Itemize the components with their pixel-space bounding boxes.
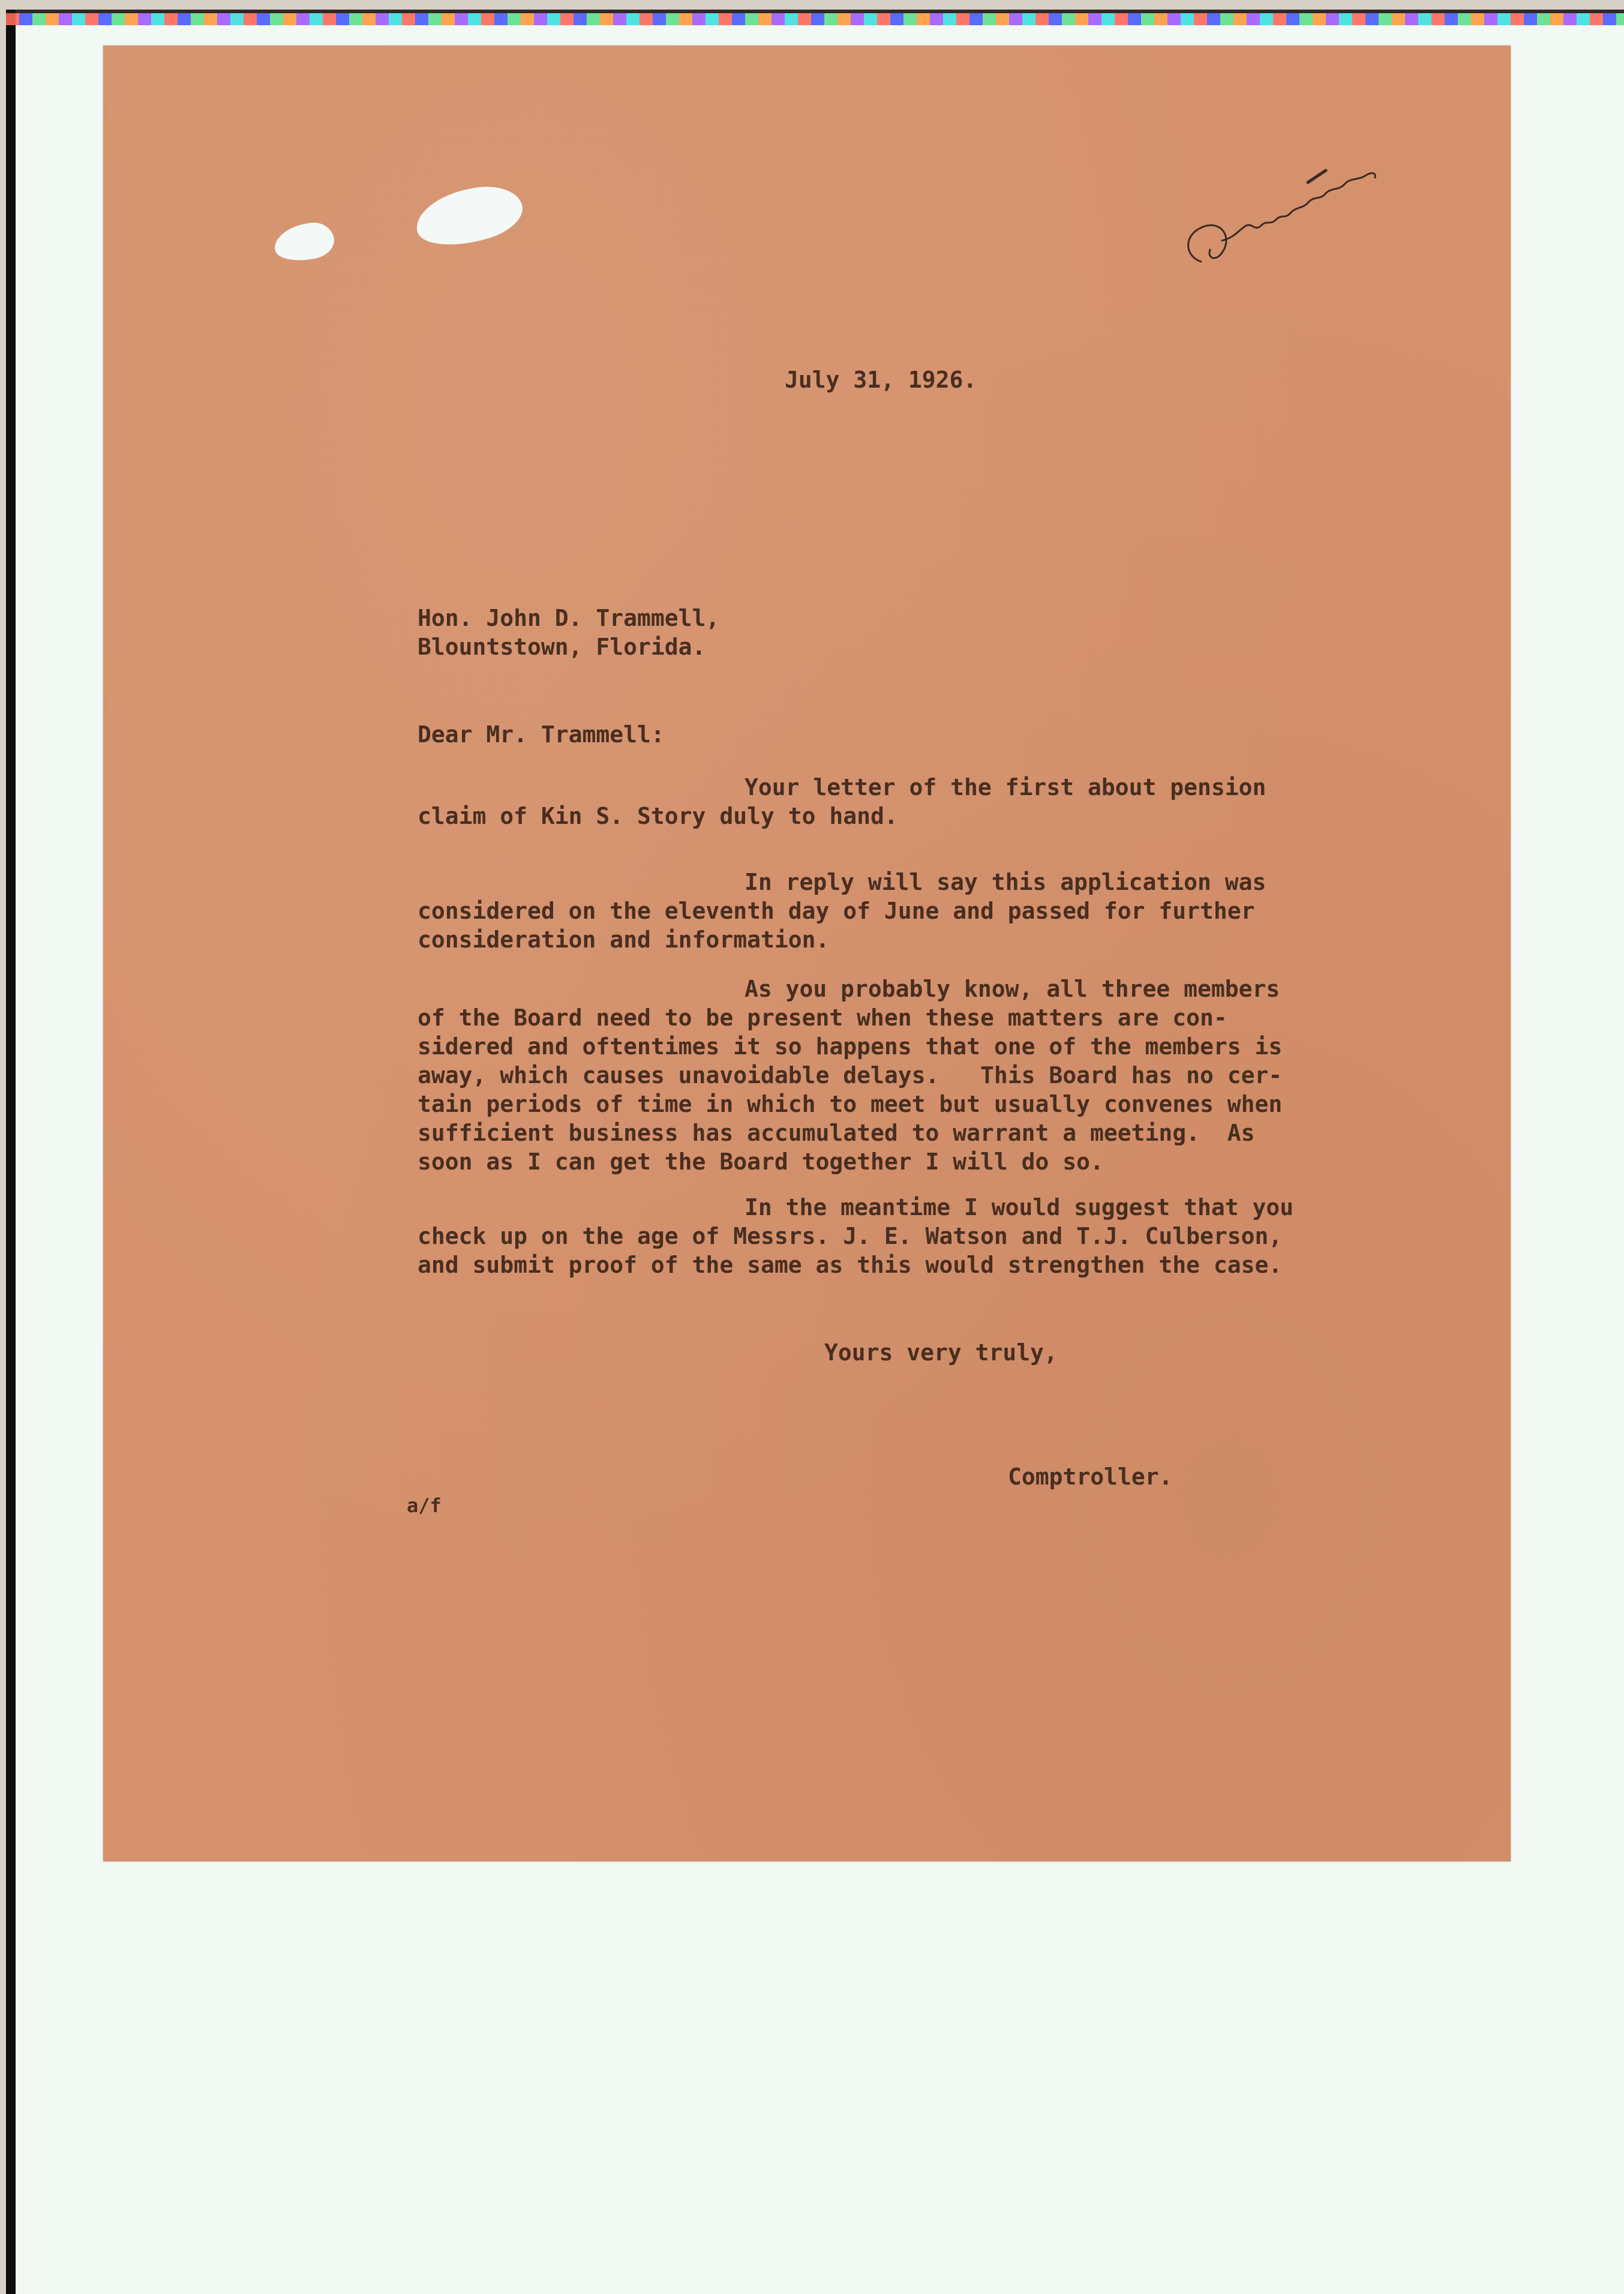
paragraph-line: Your letter of the first about pension — [745, 774, 1266, 800]
typist-initials: a/f — [407, 1494, 442, 1517]
paragraph-line: claim of Kin S. Story duly to hand. — [418, 803, 898, 829]
paper-hole — [410, 178, 528, 255]
paragraph-line: away, which causes unavoidable delays. This Board has no cer- — [418, 1062, 1283, 1088]
paragraph-line: considered on the eleventh day of June and passed for further — [418, 898, 1255, 924]
scanner-left-border — [6, 10, 16, 2294]
paper-hole — [271, 218, 337, 266]
scanner-top-edge — [0, 0, 1624, 10]
paragraph-line: and submit proof of the same as this would strengthen the case. — [418, 1252, 1283, 1278]
signature-title: Comptroller. — [1008, 1464, 1173, 1490]
paragraph-line: consideration and information. — [418, 926, 830, 953]
closing: Yours very truly, — [824, 1339, 1058, 1366]
recipient-name: Hon. John D. Trammell, — [418, 605, 720, 631]
paragraph-line: tain periods of time in which to meet but usually convenes when — [418, 1091, 1283, 1117]
handwritten-pension-mark — [1165, 136, 1417, 280]
recipient-location: Blountstown, Florida. — [418, 634, 706, 660]
letter-page — [103, 46, 1511, 1861]
paragraph-line: In reply will say this application was — [745, 869, 1266, 895]
paragraph-3 — [418, 974, 1437, 1176]
letter-date: July 31, 1926. — [785, 367, 977, 393]
paragraph-1 — [418, 773, 1437, 830]
paragraph-line: sufficient business has accumulated to warrant a meeting. As — [418, 1120, 1255, 1146]
scanner-calibration-strip — [6, 10, 1624, 25]
paragraph-line: sidered and oftentimes it so happens that one of the members is — [418, 1033, 1283, 1060]
paragraph-line: In the meantime I would suggest that you — [745, 1194, 1294, 1221]
paragraph-4 — [418, 1193, 1437, 1279]
paragraph-2 — [418, 868, 1437, 954]
paragraph-line: check up on the age of Messrs. J. E. Watson and T.J. Culberson, — [418, 1223, 1283, 1249]
salutation: Dear Mr. Trammell: — [418, 721, 665, 748]
paragraph-line: As you probably know, all three members — [745, 976, 1280, 1002]
handwritten-annotation — [1165, 136, 1417, 280]
paragraph-line: of the Board need to be present when these matters are con- — [418, 1004, 1227, 1031]
paragraph-line: soon as I can get the Board together I will do so. — [418, 1149, 1104, 1175]
scanner-left-edge — [0, 10, 6, 2294]
